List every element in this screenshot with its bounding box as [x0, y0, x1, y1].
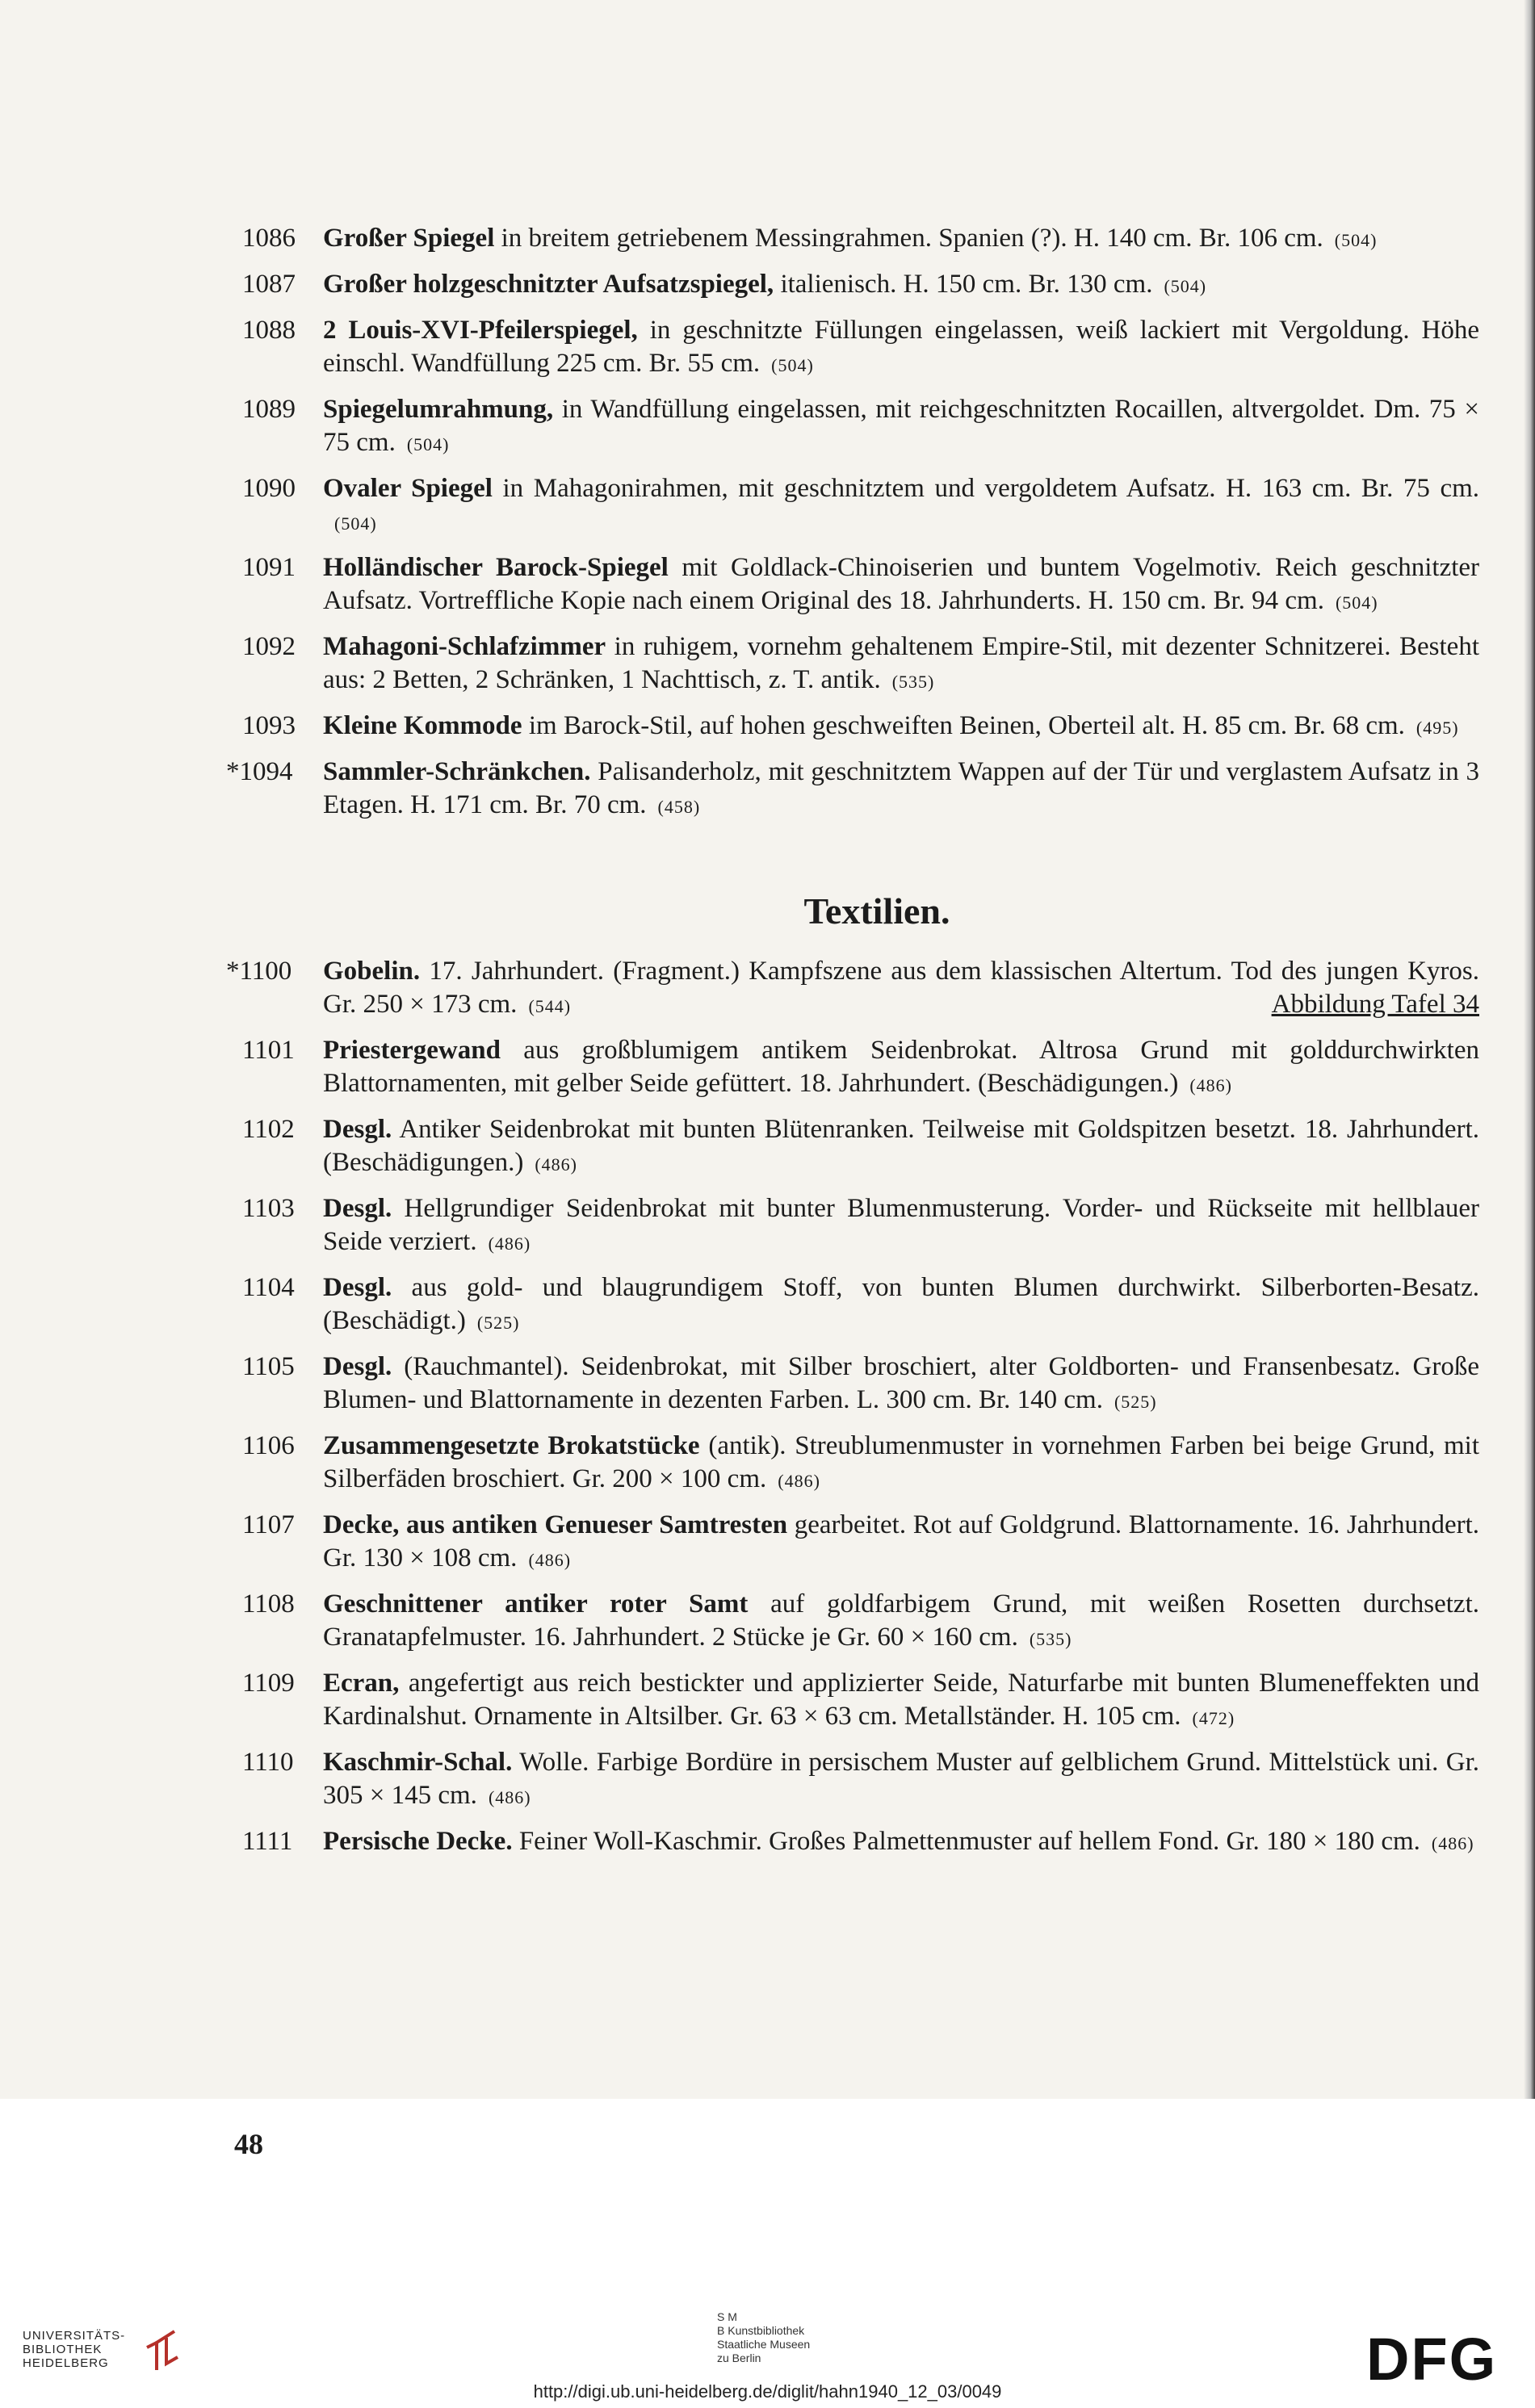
- consignor-code: (486): [1189, 1075, 1233, 1095]
- lot-title: Desgl.: [323, 1194, 392, 1223]
- lot-description: (Rauchmantel). Seidenbrokat, mit Silber broschiert, alter Goldborten- und Fransenbesatz. Große Blumen- und Blattornamente in dezenten Farben. L. 300 cm. Br. 140 cm.: [323, 1352, 1479, 1414]
- lot-description: Wolle. Farbige Bordüre in persischem Muster auf gelblichem Grund. Mittelstück uni. Gr. 305 × 145 cm.: [323, 1748, 1479, 1810]
- section-heading: Textilien.: [803, 890, 950, 932]
- library-logo-text[interactable]: [717, 2310, 810, 2365]
- consignor-code: (486): [488, 1787, 531, 1807]
- lot-title: Gobelin.: [323, 957, 421, 986]
- consignor-code: (495): [1415, 718, 1459, 738]
- lot-title: Großer Spiegel: [323, 224, 495, 253]
- catalog-entry: [242, 1271, 1479, 1339]
- lot-description: in Wandfüllung eingelassen, mit reichgeschnitzten Rocaillen, altvergoldet. Dm. 75 × 75 cm.: [323, 395, 1479, 457]
- lot-description: Feiner Woll-Kaschmir. Großes Palmettenmuster auf hellem Fond. Gr. 180 × 180 cm.: [518, 1827, 1420, 1856]
- catalog-entry: [242, 1509, 1479, 1577]
- lot-number: *1094: [226, 757, 293, 786]
- page-edge-shadow: [1524, 0, 1535, 2099]
- lot-number: 1086: [242, 224, 296, 253]
- lot-number: 1105: [242, 1352, 295, 1381]
- lot-title: 2 Louis-XVI-Pfeilerspiegel,: [323, 316, 638, 345]
- lot-number: 1106: [242, 1431, 295, 1460]
- dfg-logo[interactable]: DFG: [1366, 2326, 1498, 2393]
- entries-textiles: [226, 955, 1480, 1860]
- lot-description: aus gold- und blaugrundigem Stoff, von bunten Blumen durchwirkt. Silberborten-Besatz. (Beschädigt.): [323, 1273, 1479, 1335]
- catalog-entry: [242, 630, 1479, 698]
- lot-number: 1102: [242, 1115, 295, 1144]
- catalog-entry: [242, 393, 1479, 461]
- consignor-code: (504): [1164, 276, 1207, 296]
- lot-description: gearbeitet. Rot auf Goldgrund. Blattornamente. 16. Jahrhundert. Gr. 130 × 108 cm.: [323, 1510, 1480, 1573]
- entries-furniture: [226, 222, 1480, 823]
- lot-number: 1107: [242, 1510, 295, 1539]
- catalog-entry: [242, 314, 1479, 382]
- catalog-entry: [242, 222, 1479, 257]
- lot-description: in geschnitzte Füllungen eingelassen, weiß lackiert mit Vergoldung. Höhe einschl. Wandfüllung 225 cm. Br. 55 cm.: [323, 316, 1480, 378]
- lot-title: Priestergewand: [323, 1036, 501, 1065]
- catalog-entry: [242, 472, 1479, 540]
- lot-number: 1103: [242, 1194, 295, 1223]
- catalog-entry: [226, 756, 1479, 823]
- lot-title: Zusammengesetzte Brokatstücke: [323, 1431, 700, 1460]
- source-url-link[interactable]: http://digi.ub.uni-heidelberg.de/diglit/hahn1940_12_03/0049: [533, 2381, 1002, 2402]
- catalog-entry: [226, 955, 1480, 1023]
- lot-number: 1109: [242, 1669, 295, 1698]
- university-line: UNIVERSITÄTS-: [23, 2329, 126, 2343]
- lot-title: Holländischer Barock-Spiegel: [323, 553, 669, 582]
- catalog-entry: [242, 1430, 1479, 1497]
- plate-reference: Abbildung Tafel 34: [1271, 990, 1479, 1019]
- catalog-entry: [242, 1667, 1479, 1735]
- lot-title: Mahagoni-Schlafzimmer: [323, 632, 606, 661]
- lot-description: Palisanderholz, mit geschnitztem Wappen auf der Tür und verglastem Aufsatz in 3 Etagen. H. 171 cm. Br. 70 cm.: [323, 757, 1479, 819]
- lot-description: in breitem getriebenem Messingrahmen. Spanien (?). H. 140 cm. Br. 106 cm.: [501, 224, 1323, 253]
- lot-title: Desgl.: [323, 1115, 392, 1144]
- consignor-code: (504): [1335, 593, 1378, 613]
- lot-description: im Barock-Stil, auf hohen geschweiften Beinen, Oberteil alt. H. 85 cm. Br. 68 cm.: [528, 711, 1405, 740]
- lot-number: 1101: [242, 1036, 295, 1065]
- library-line: Staatliche Museen: [717, 2338, 811, 2351]
- catalog-entry: [242, 551, 1479, 619]
- consignor-code: (544): [528, 996, 572, 1016]
- lot-number: *1100: [226, 957, 292, 986]
- library-line: S M: [717, 2310, 737, 2323]
- lot-description: Hellgrundiger Seidenbrokat mit bunter Blumenmusterung. Vorder- und Rückseite mit hellblauer Seide verziert.: [323, 1194, 1479, 1256]
- library-line: zu Berlin: [717, 2351, 761, 2364]
- lot-description: italienisch. H. 150 cm. Br. 130 cm.: [780, 270, 1153, 299]
- lot-title: Persische Decke.: [323, 1827, 513, 1856]
- consignor-code: (486): [1431, 1833, 1474, 1853]
- consignor-code: (535): [891, 672, 935, 692]
- lot-title: Ovaler Spiegel: [323, 474, 493, 503]
- consignor-code: (525): [1114, 1392, 1157, 1412]
- consignor-code: (504): [1334, 230, 1378, 250]
- catalog-entry: [242, 1034, 1479, 1102]
- lot-number: 1092: [242, 632, 296, 661]
- catalog-entry: [242, 1825, 1479, 1860]
- lot-number: 1108: [242, 1589, 295, 1619]
- lot-description: 17. Jahrhundert. (Fragment.) Kampfszene aus dem klassischen Altertum. Tod des jungen Kyros. Gr. 250 × 173 cm.: [323, 957, 1480, 1019]
- catalog-entry: [242, 1113, 1479, 1181]
- consignor-code: (458): [657, 797, 701, 817]
- consignor-code: (472): [1192, 1708, 1235, 1728]
- page-number: 48: [234, 2128, 263, 2160]
- consignor-code: (486): [535, 1154, 577, 1175]
- lot-title: Großer holzgeschnitzter Aufsatzspiegel,: [323, 270, 774, 299]
- university-logo-text[interactable]: [23, 2329, 125, 2370]
- consignor-code: (504): [406, 434, 450, 454]
- lot-number: 1104: [242, 1273, 295, 1302]
- lot-number: 1090: [242, 474, 296, 503]
- library-line: B Kunstbibliothek: [717, 2324, 805, 2337]
- consignor-code: (504): [334, 513, 377, 534]
- lot-title: Desgl.: [323, 1273, 392, 1302]
- lot-description: Antiker Seidenbrokat mit bunten Blütenranken. Teilweise mit Goldspitzen besetzt. 18. Jahrhundert. (Beschädigungen.): [323, 1115, 1479, 1177]
- catalog-entry: [242, 1351, 1479, 1418]
- lot-description: (antik). Streublumenmuster in vornehmen Farben bei beige Grund, mit Silberfäden broschiert. Gr. 200 × 100 cm.: [323, 1431, 1480, 1493]
- lot-number: 1091: [242, 553, 296, 582]
- catalog-content: [226, 222, 1480, 1871]
- lot-title: Decke, aus antiken Genueser Samtresten: [323, 1510, 788, 1539]
- lot-description: aus großblumigem antikem Seidenbrokat. Altrosa Grund mit golddurchwirkten Blattornamenten, mit gelber Seide gefüttert. 18. Jahrhundert. (Beschädigungen.): [323, 1036, 1480, 1098]
- lot-number: 1111: [242, 1827, 293, 1856]
- lot-title: Sammler-Schränkchen.: [323, 757, 591, 786]
- consignor-code: (525): [476, 1313, 520, 1333]
- lot-description: in ruhigem, vornehm gehaltenem Empire-Stil, mit dezenter Schnitzerei. Besteht aus: 2 Betten, 2 Schränken, 1 Nachttisch, z. T. antik.: [323, 632, 1479, 694]
- consignor-code: (486): [528, 1550, 572, 1570]
- catalog-entry: [242, 710, 1479, 744]
- university-line: BIBLIOTHEK: [23, 2343, 103, 2356]
- consignor-code: (535): [1029, 1629, 1072, 1649]
- lot-description: in Mahagonirahmen, mit geschnitztem und vergoldetem Aufsatz. H. 163 cm. Br. 75 cm.: [502, 474, 1480, 503]
- lot-number: 1093: [242, 711, 296, 740]
- catalog-entry: [242, 268, 1479, 303]
- lot-title: Geschnittener antiker roter Samt: [323, 1589, 749, 1619]
- lot-number: 1110: [242, 1748, 294, 1777]
- university-line: HEIDELBERG: [23, 2356, 109, 2370]
- catalog-entry: [242, 1588, 1479, 1656]
- consignor-code: (486): [778, 1471, 820, 1491]
- lot-number: 1087: [242, 270, 296, 299]
- lot-title: Desgl.: [323, 1352, 392, 1381]
- lot-title: Kleine Kommode: [323, 711, 522, 740]
- lot-title: Spiegelumrahmung,: [323, 395, 554, 424]
- consignor-code: (486): [488, 1233, 531, 1254]
- lot-description: mit Goldlack-Chinoiserien und buntem Vogelmotiv. Reich geschnitzter Aufsatz. Vortreffliche Kopie nach einem Original des 18. Jahrhunderts. H. 150 cm. Br. 94 cm.: [323, 553, 1480, 615]
- lot-title: Ecran,: [323, 1669, 400, 1698]
- lot-description: angefertigt aus reich bestickter und applizierter Seide, Naturfarbe mit bunten Blumeneffekten und Kardinalshut. Ornamente in Altsilber. Gr. 63 × 63 cm. Metallständer. H. 105 cm.: [323, 1669, 1480, 1731]
- catalog-entry: [242, 1192, 1479, 1260]
- university-mark-icon: [139, 2326, 186, 2375]
- lot-description: auf goldfarbigem Grund, mit weißen Rosetten durchsetzt. Granatapfelmuster. 16. Jahrhundert. 2 Stücke je Gr. 60 × 160 cm.: [323, 1589, 1479, 1652]
- consignor-code: (504): [771, 355, 814, 375]
- catalog-entry: [242, 1746, 1479, 1814]
- lot-title: Kaschmir-Schal.: [323, 1748, 513, 1777]
- lot-number: 1088: [242, 316, 296, 345]
- lot-number: 1089: [242, 395, 296, 424]
